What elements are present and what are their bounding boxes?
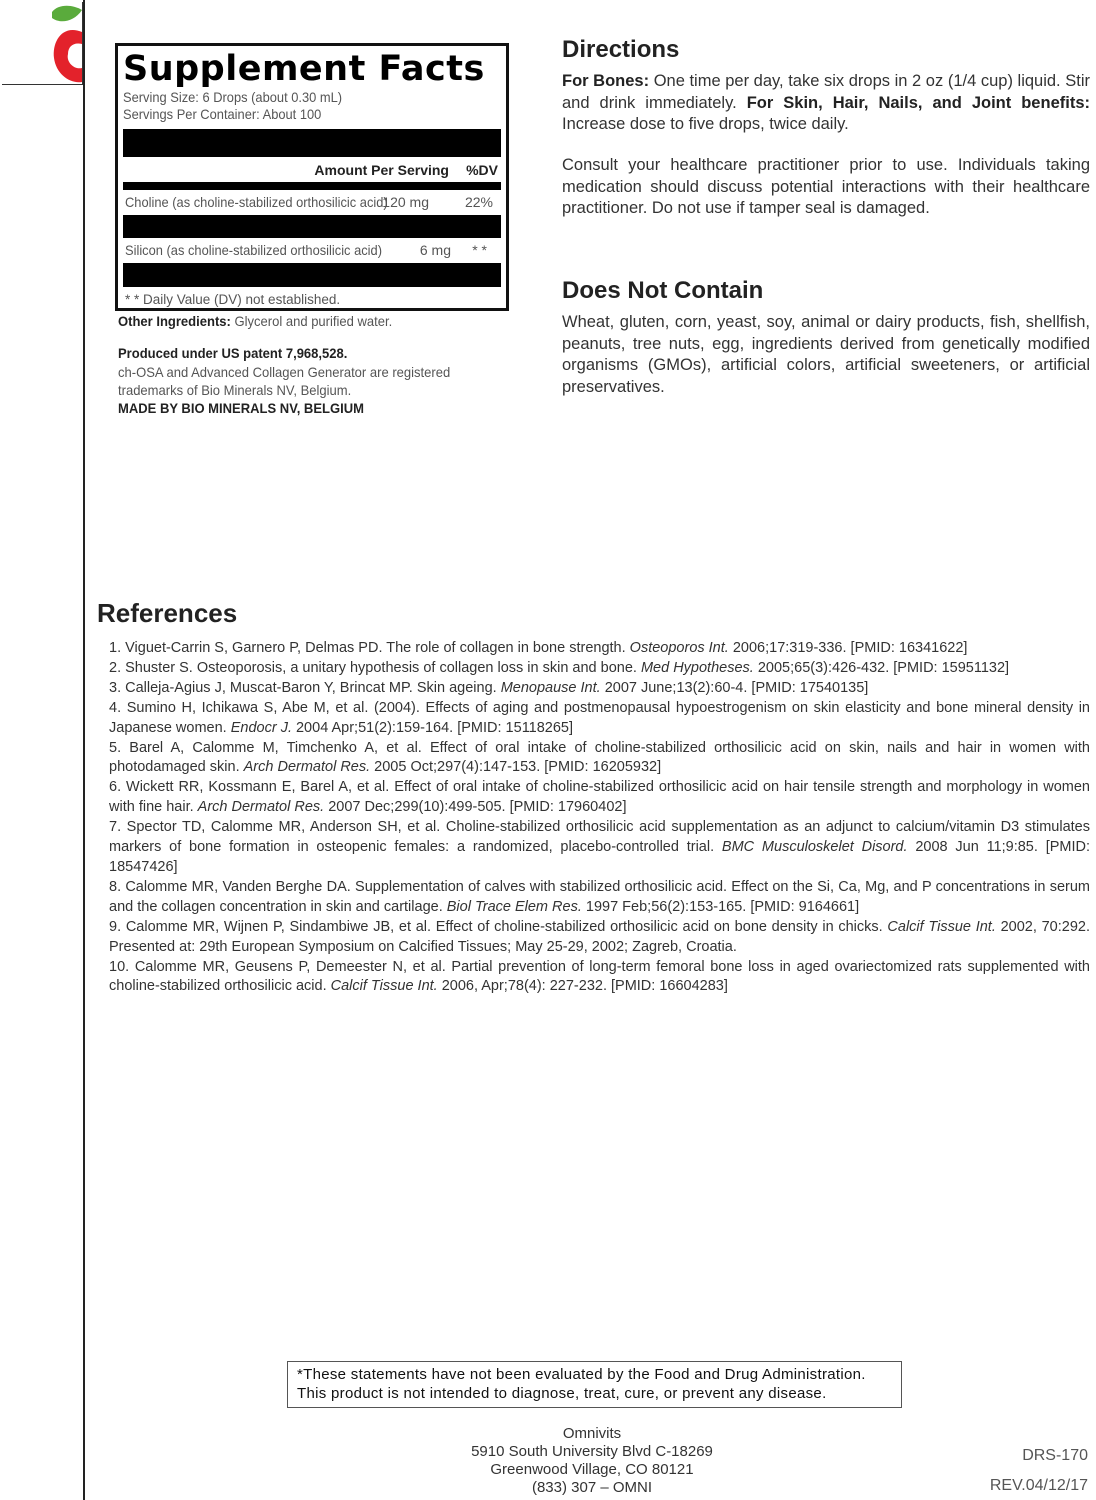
- reference-citation: 9. Calomme MR, Wijnen P, Sindambiwe JB, et al. Effect of choline-stabilized orthosilicic acid on bone density in chicks.: [109, 918, 888, 935]
- reference-citation: 8. Calomme MR, Vanden Berghe DA. Supplementation of calves with stabilized orthosilicic acid. Effect on the Si, Ca, Mg, and P concentrations in serum and the collagen concentration in skin and cartilage.: [109, 878, 1090, 915]
- does-not-contain-text: Wheat, gluten, corn, yeast, soy, animal or dairy products, fish, shellfish, peanuts, tree nuts, egg, ingredients derived from genetically modified organisms (GMOs), artificial colors, artificial sweeteners, or artificial preservatives.: [562, 313, 1090, 397]
- reference-journal: Biol Trace Elem Res.: [446, 898, 582, 915]
- reference-details: 2006;17:319-336. [PMID: 16341622]: [728, 640, 968, 656]
- reference-item: [109, 699, 1090, 739]
- references-list: [109, 639, 1090, 997]
- reference-journal: Calcif Tissue Int.: [887, 918, 996, 935]
- reference-citation: 5. Barel A, Calomme M, Timchenko A, et al. Effect of oral intake of choline-stabilized orthosilicic acid on skin, nails and hair in women with photodamaged skin.: [109, 739, 1090, 776]
- reference-details: 2002, 70:292. Presented at: 29th European Symposium on Calcified Tissues; May 25-29, 2002; Zagreb, Croatia.: [109, 918, 1090, 955]
- skin-text: Increase dose to five drops, twice daily.: [562, 115, 849, 134]
- reference-item: [109, 639, 1090, 659]
- disclaimer-line-2: This product is not intended to diagnose, treat, cure, or prevent any disease.: [297, 1385, 827, 1402]
- directions-text: [562, 71, 1090, 136]
- reference-item: [109, 818, 1090, 878]
- made-by: MADE BY BIO MINERALS NV, BELGIUM: [118, 400, 364, 416]
- reference-journal: Endocr J.: [230, 719, 292, 736]
- reference-details: 2006, Apr;78(4): 227-232. [PMID: 16604283]: [437, 978, 728, 995]
- reference-details: 2004 Apr;51(2):159-164. [PMID: 15118265]: [291, 719, 574, 736]
- nutrient-dv: 22%: [464, 194, 493, 210]
- does-not-contain-title: Does Not Contain: [562, 277, 764, 304]
- reference-citation: 2. Shuster S. Osteoporosis, a unitary hypothesis of collagen loss in skin and bone.: [109, 659, 641, 676]
- nutrient-name: Choline (as choline-stabilized orthosilicic acid): [125, 194, 388, 210]
- reference-citation: 3. Calleja-Agius J, Muscat-Baron Y, Brincat MP. Skin ageing.: [109, 679, 501, 696]
- reference-citation: 1. Viguet-Carrin S, Garnero P, Delmas PD. The role of collagen in bone strength.: [109, 640, 630, 656]
- reference-item: [109, 918, 1090, 958]
- brand-logo: [2, 2, 83, 85]
- reference-journal: Osteoporos Int.: [629, 640, 729, 656]
- reference-details: 2005 Oct;297(4):147-153. [PMID: 16205932]: [370, 759, 662, 776]
- patent-note: Produced under US patent 7,968,528.: [118, 345, 348, 361]
- nutrient-name: Silicon (as choline-stabilized orthosilicic acid): [125, 242, 382, 258]
- fda-disclaimer: [287, 1361, 902, 1408]
- nutrient-dv: * *: [472, 242, 487, 258]
- bones-text: One time per day, take six drops in 2 oz (1/4 cup) liquid. Stir and drink immediately.: [562, 72, 1090, 112]
- margin-rule: [83, 0, 85, 1500]
- reference-journal: Med Hypotheses.: [640, 659, 754, 676]
- dv-footnote: * * Daily Value (DV) not established.: [125, 292, 341, 307]
- phone-number: (833) 307 – OMNI: [531, 1479, 653, 1496]
- nutrient-amount: 120 mg: [382, 194, 429, 210]
- other-ingredients-text: Glycerol and purified water.: [234, 313, 393, 329]
- reference-citation: 7. Spector TD, Calomme MR, Anderson SH, et al. Choline-stabilized orthosilicic acid supplementation as an adjunct to calcium/vitamin D3 stimulates markers of bone formation in osteopenic females: a randomized, placebo-controlled trial.: [109, 819, 1090, 856]
- dv-header: %DV: [466, 162, 498, 178]
- directions-title: Directions: [562, 36, 680, 63]
- serving-size: Serving Size: 6 Drops (about 0.30 mL): [123, 89, 343, 105]
- other-ingredients: [118, 313, 471, 331]
- reference-journal: Calcif Tissue Int.: [330, 978, 438, 995]
- reference-details: 2007 June;13(2):60-4. [PMID: 17540135]: [600, 679, 869, 696]
- facts-header-row: [123, 162, 501, 178]
- bones-label: For Bones:: [562, 72, 650, 90]
- company-address: [432, 1425, 752, 1497]
- reference-journal: BMC Musculoskelet Disord.: [721, 839, 908, 856]
- reference-item: [109, 659, 1090, 679]
- facts-divider-bar: [123, 215, 501, 238]
- supplement-facts-title: Supplement Facts: [123, 49, 485, 89]
- reference-details: 2008 Jun 11;9:85. [PMID: 18547426]: [109, 839, 1090, 875]
- references-title: References: [97, 598, 238, 628]
- reference-details: 2005;65(3):426-432. [PMID: 15951132]: [753, 659, 1010, 676]
- reference-citation: 10. Calomme MR, Geusens P, Demeester N, et al. Partial prevention of long-term femoral bone loss in aged ovariectomized rats supplemented with choline-stabilized orthosilicic acid.: [109, 958, 1090, 995]
- disclaimer-line-1: *These statements have not been evaluated by the Food and Drug Administration.: [297, 1366, 866, 1383]
- facts-divider-bar: [123, 129, 501, 157]
- street-address: 5910 South University Blvd C-18269: [471, 1443, 713, 1460]
- trademark-note: ch-OSA and Advanced Collagen Generator are registered trademarks of Bio Minerals NV, Belgium.: [118, 364, 451, 398]
- reference-item: [109, 679, 1090, 699]
- nutrient-amount: 6 mg: [419, 242, 451, 258]
- facts-divider-bar: [123, 182, 501, 190]
- servings-per-container: Servings Per Container: About 100: [123, 106, 322, 122]
- apple-logo-icon: [2, 2, 82, 84]
- reference-journal: Arch Dermatol Res.: [243, 759, 371, 776]
- doc-code: DRS-170: [1022, 1447, 1088, 1464]
- reference-item: [109, 739, 1090, 779]
- consult-text: Consult your healthcare practitioner prior to use. Individuals taking medication should discuss potential interactions with their healthcare practitioner. Do not use if tamper seal is damaged.: [562, 156, 1090, 218]
- reference-journal: Menopause Int.: [500, 679, 601, 696]
- reference-item: [109, 958, 1090, 998]
- reference-citation: 6. Wickett RR, Kossmann E, Barel A, et al. Effect of oral intake of choline-stabilized orthosilicic acid on hair tensile strength and morphology in women with fine hair.: [109, 779, 1090, 816]
- supplement-facts-panel: [115, 43, 509, 311]
- facts-divider-bar: [123, 263, 501, 287]
- other-ingredients-label: Other Ingredients:: [118, 313, 231, 329]
- reference-item: [109, 878, 1090, 918]
- reference-details: 1997 Feb;56(2):153-165. [PMID: 9164661]: [581, 898, 860, 915]
- facts-row-silicon: [123, 242, 501, 260]
- reference-citation: 4. Sumino H, Ichikawa S, Abe M, et al. (2004). Effects of aging and postmenopausal hypoestrogenism on skin elasticity and bone mineral density in Japanese women.: [109, 699, 1090, 736]
- reference-journal: Arch Dermatol Res.: [197, 799, 325, 816]
- facts-row-choline: [123, 194, 501, 212]
- company-name: Omnivits: [562, 1425, 622, 1442]
- city-address: Greenwood Village, CO 80121: [490, 1461, 694, 1478]
- revision-code: REV.04/12/17: [989, 1477, 1088, 1494]
- amount-per-serving-header: Amount Per Serving: [314, 162, 449, 178]
- reference-details: 2007 Dec;299(10):499-505. [PMID: 17960402]: [324, 799, 627, 816]
- reference-item: [109, 778, 1090, 818]
- skin-label: For Skin, Hair, Nails, and Joint benefits:: [746, 93, 1090, 112]
